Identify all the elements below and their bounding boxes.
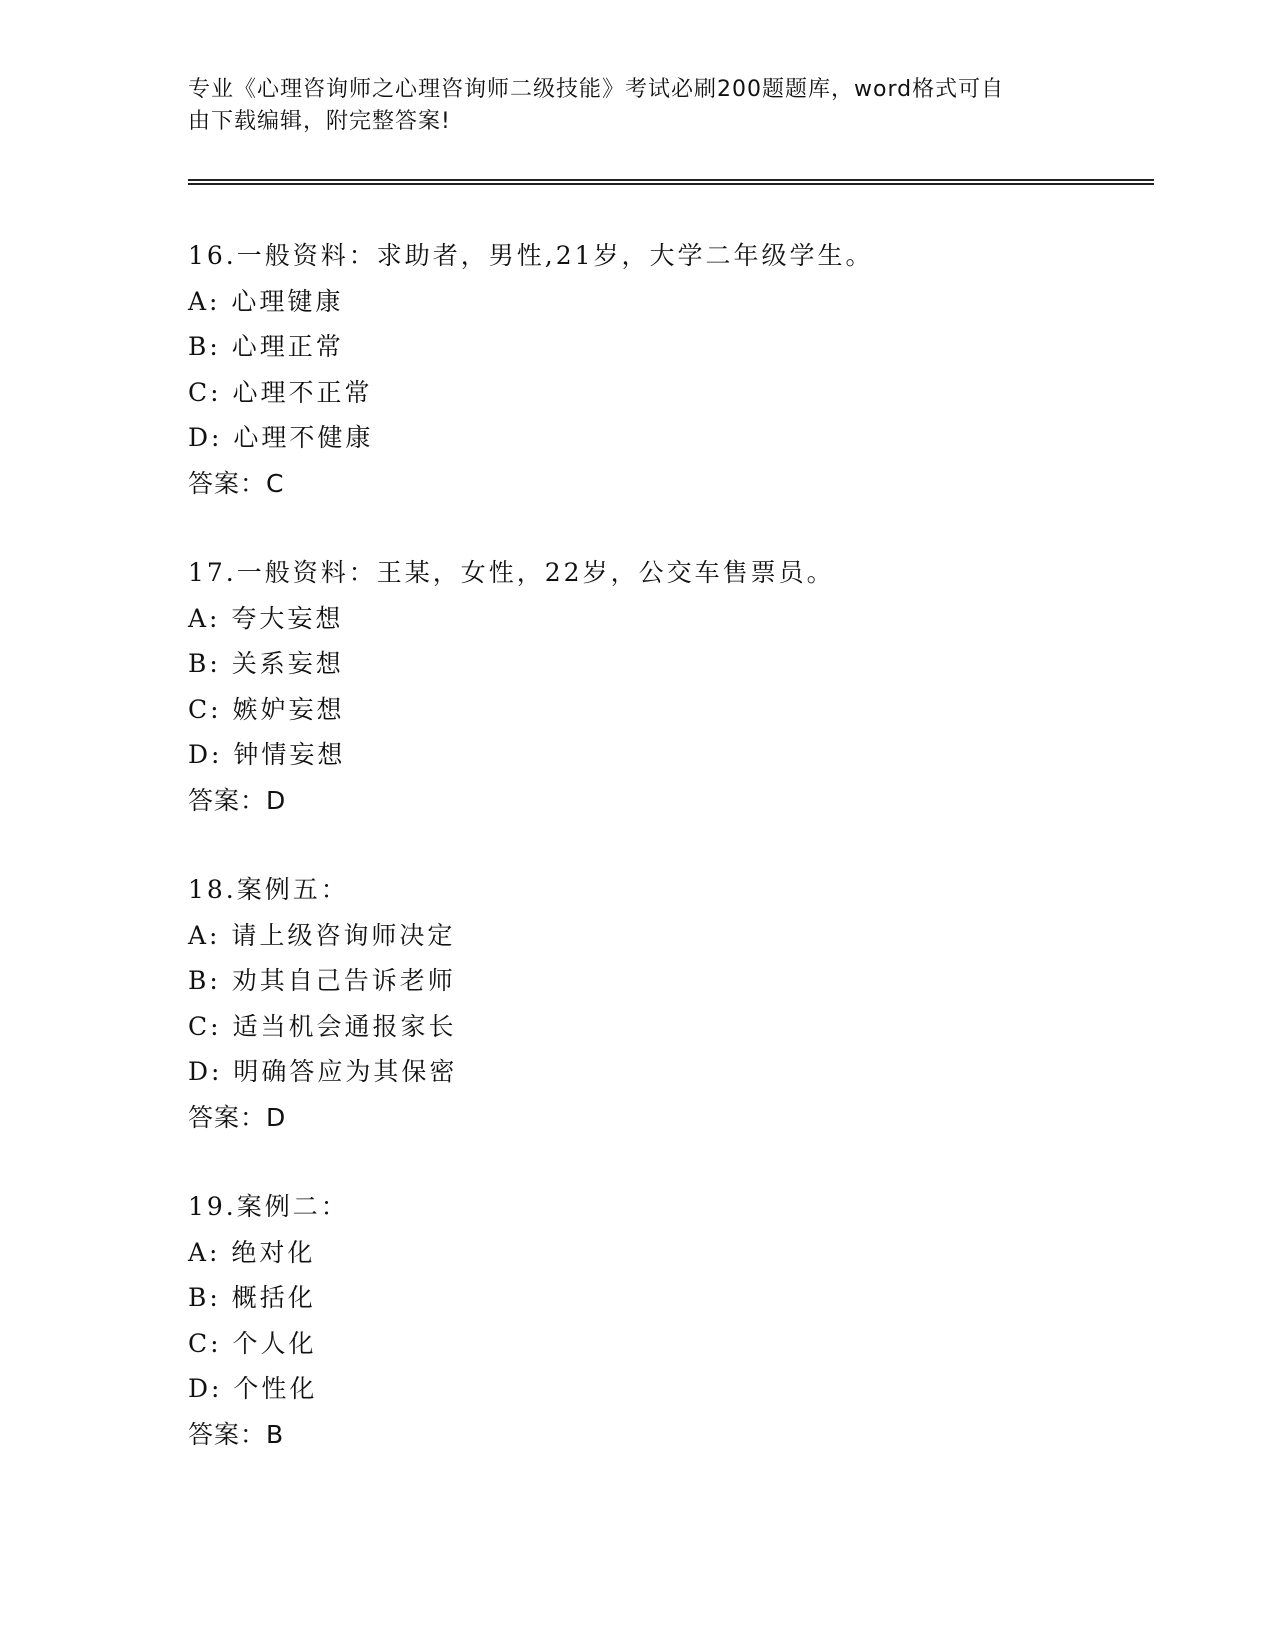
option-c: C: 心理不正常 [188,377,373,407]
header-double-rule [188,179,1154,185]
document-header [188,74,1068,138]
option-d: D: 明确答应为其保密 [188,1057,458,1086]
question-16 [188,233,1148,506]
question-stem: 16.一般资料：求助者，男性,21岁，大学二年级学生。 [188,241,874,270]
answer: 答案：B [188,1419,285,1449]
header-line-1: 专业《心理咨询师之心理咨询师二级技能》考试必刷200题题库，word格式可自 [188,77,1005,102]
option-c: C: 个人化 [188,1328,317,1358]
option-c: C: 适当机会通报家长 [188,1011,457,1041]
question-18 [188,867,1148,1140]
option-b: B: 心理正常 [188,332,344,361]
option-d: D: 个性化 [188,1374,318,1403]
question-17 [188,550,1148,823]
option-a: A: 夸大妄想 [188,603,344,633]
question-stem: 18.案例五： [188,875,349,904]
option-a: A: 心理键康 [188,286,344,316]
option-b: B: 关系妄想 [188,649,344,678]
answer: 答案：D [188,1102,287,1132]
option-a: A: 绝对化 [188,1237,316,1267]
answer: 答案：D [188,785,287,815]
question-stem: 19.案例二： [188,1192,349,1221]
option-b: B: 劝其自己告诉老师 [188,966,456,995]
option-c: C: 嫉妒妄想 [188,694,345,724]
option-d: D: 钟情妄想 [188,740,346,769]
option-b: B: 概括化 [188,1283,316,1312]
answer: 答案：C [188,468,285,498]
question-stem: 17.一般资料：王某，女性，22岁，公交车售票员。 [188,558,835,587]
option-d: D: 心理不健康 [188,423,374,452]
header-line-2: 由下载编辑，附完整答案! [188,109,451,134]
option-a: A: 请上级咨询师决定 [188,920,456,950]
question-19 [188,1184,1148,1457]
